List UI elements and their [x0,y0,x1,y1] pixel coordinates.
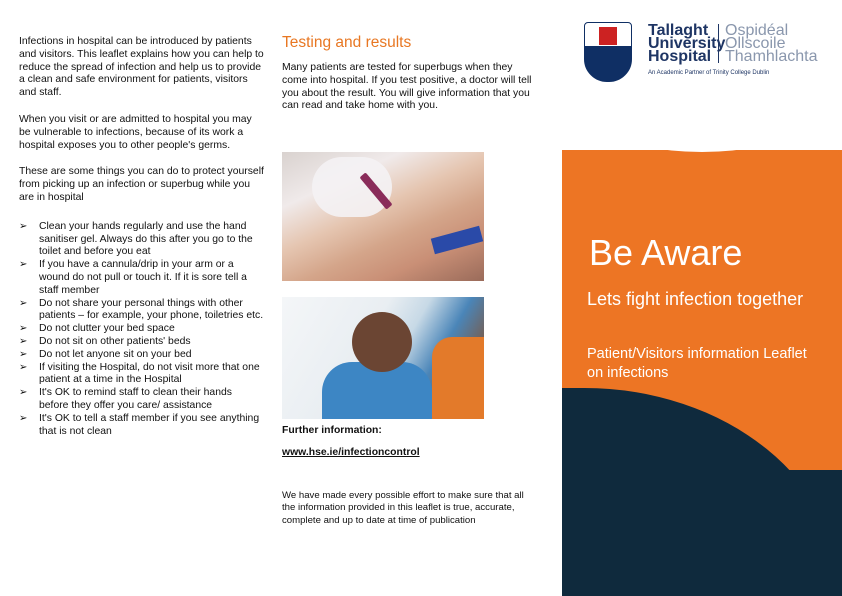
tip-item [19,298,264,324]
tip-item [19,259,264,297]
further-information-label: Further information: [282,425,382,436]
hse-link[interactable]: www.hse.ie/infectioncontrol [282,447,420,458]
bullet-arrow-icon: ➢ [19,335,28,347]
logo-english: Tallaght University Hospital [648,22,726,65]
tip-text: Do not clutter your bed space [39,323,175,335]
tips-list [19,221,264,439]
headline: Be Aware [589,232,743,273]
logo-tagline: An Academic Partner of Trinity College Dublin [648,70,770,76]
subheadline: Lets fight infection together [587,289,804,309]
bullet-arrow-icon: ➢ [19,323,28,335]
vulnerable-paragraph: When you visit or are admitted to hospital you may be vulnerable to infections, because of its work a hospital exposes you to other people's germs. [19,113,252,151]
tip-item [19,323,264,336]
hospital-logo [584,22,824,82]
tip-item [19,349,264,362]
leaflet-info: Patient/Visitors information Leaflet on infections [587,346,807,381]
tip-item [19,221,264,259]
tip-item [19,362,264,388]
tip-text: Do not share your personal things with other patients – for example, your phone, toiletries etc. [39,297,264,322]
tip-item [19,336,264,349]
testing-results-title: Testing and results [282,34,412,51]
nurse-patient-photo [282,297,484,419]
logo-irish: Ospidéal Ollscoile Thamhlachta [718,24,818,63]
column-1 [19,36,264,438]
bullet-arrow-icon: ➢ [19,220,28,232]
tip-text: Do not let anyone sit on your bed [39,348,192,360]
tip-text: Do not sit on other patients' beds [39,335,191,347]
blood-test-photo [282,152,484,281]
crest-icon [584,22,632,82]
bullet-arrow-icon: ➢ [19,361,28,373]
bullet-arrow-icon: ➢ [19,259,28,271]
tip-item [19,413,264,439]
things-intro-paragraph: These are some things you can do to protect yourself from picking up an infection or superbug while you are in hospital [19,166,264,203]
tip-text: If you have a cannula/drip in your arm or a wound do not pull or touch it. If it is sore tell a staff member [39,259,247,296]
tip-text: It's OK to remind staff to clean their hands before they offer you care/ assistance [39,387,232,411]
bullet-arrow-icon: ➢ [19,297,28,309]
tip-text: If visiting the Hospital, do not visit more that one patient at a time in the Hospital [39,361,260,386]
tip-item [19,387,264,413]
intro-paragraph: Infections in hospital can be introduced by patients and visitors. This leaflet explains how you can help to reduce the spread of infection and help us to provide a clean and safe environment for patients, visitors and staff. [19,36,264,99]
bullet-arrow-icon: ➢ [19,412,28,424]
column-2 [282,34,534,113]
tip-text: It's OK to tell a staff member if you see anything that is not clean [39,412,260,437]
disclaimer-text: We have made every possible effort to make sure that all the information provided in this leaflet is true, accurate, complete and up to date at time of publication [282,490,524,526]
tip-text: Clean your hands regularly and use the hand sanitiser gel. Always do this after you go to the toilet and before you eat [39,220,253,258]
bullet-arrow-icon: ➢ [19,348,28,360]
testing-results-body: Many patients are tested for superbugs when they come into hospital. If you test positive, a doctor will tell you about the result. You will give information that you can read and take home with you. [282,62,532,112]
bullet-arrow-icon: ➢ [19,387,28,399]
